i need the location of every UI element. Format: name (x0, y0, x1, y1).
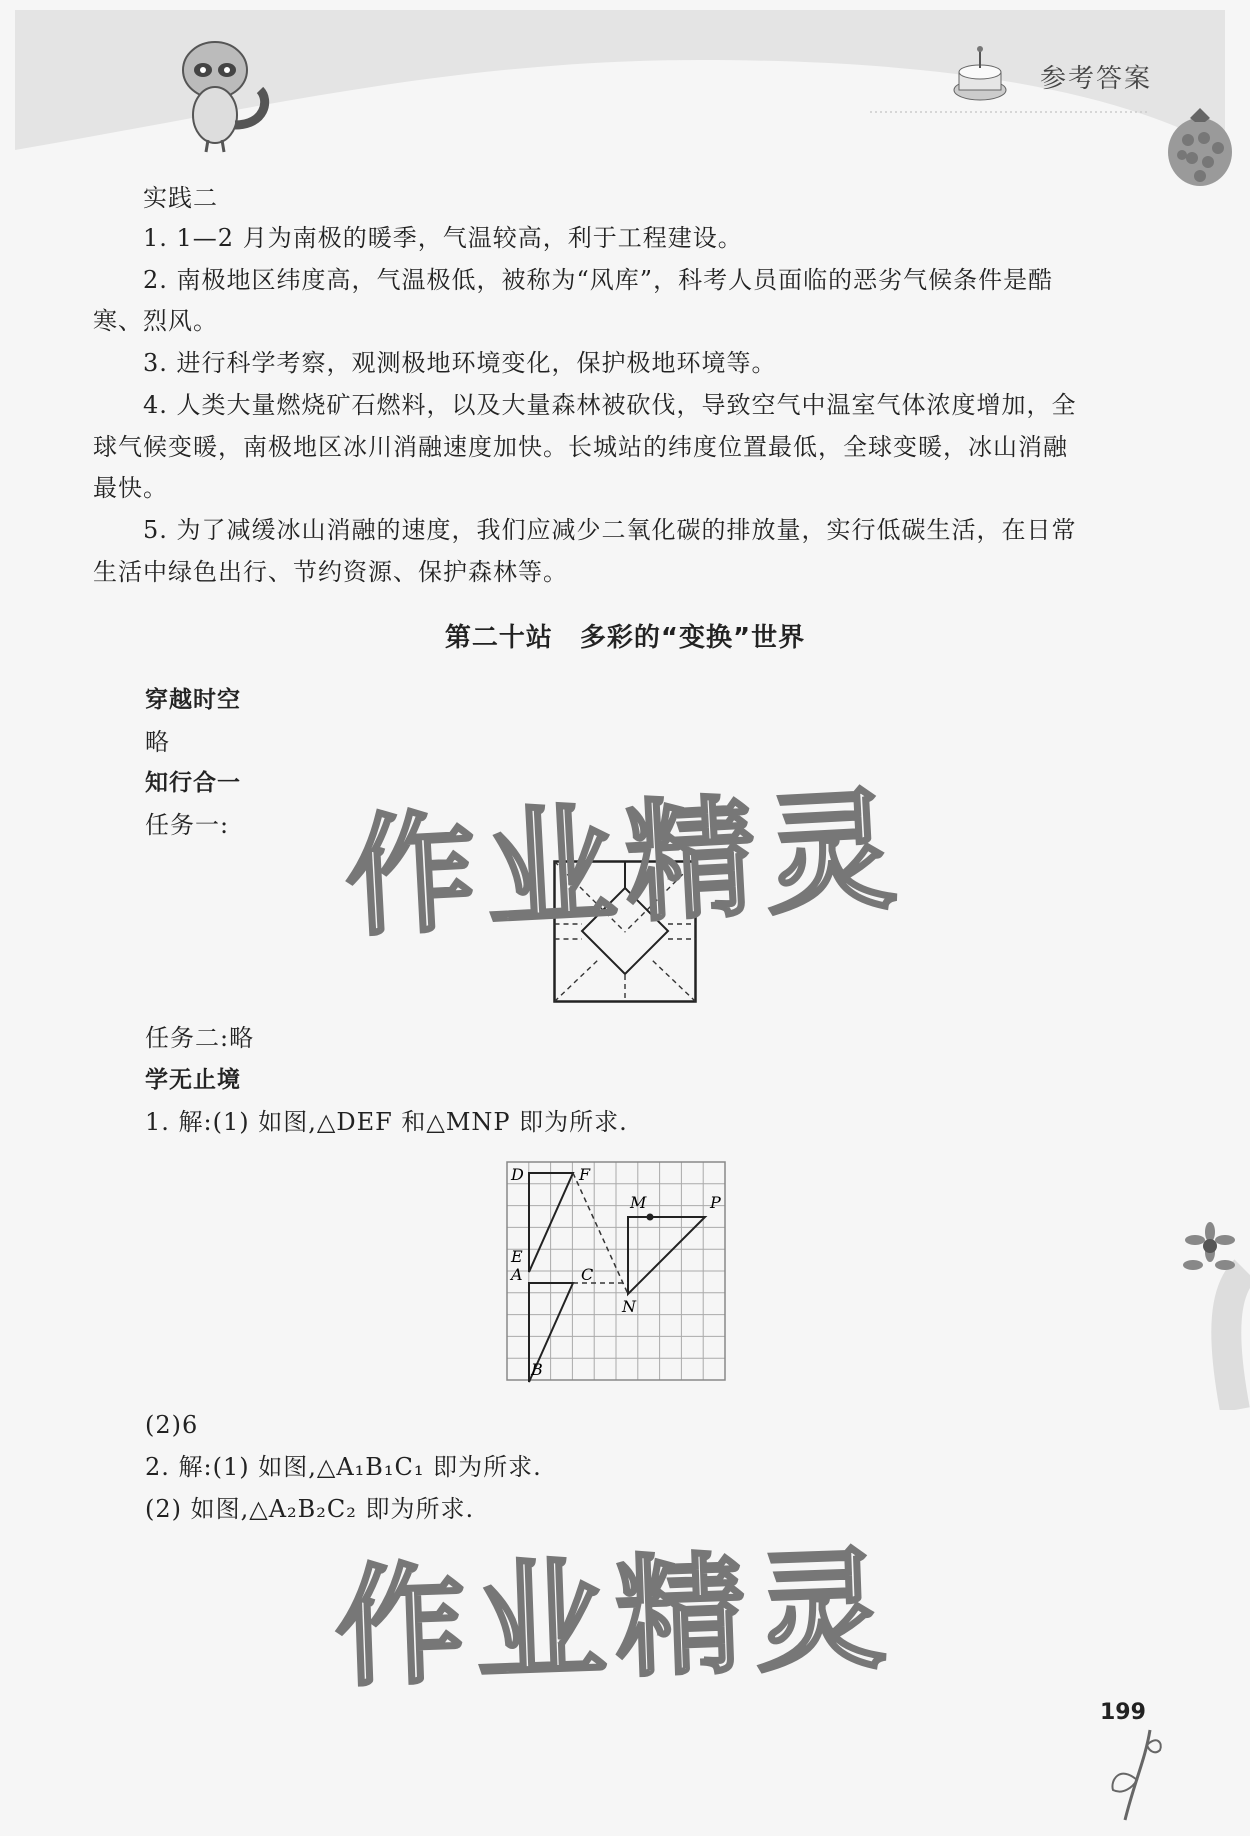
label-F: F (579, 1165, 591, 1184)
flower-icon (1165, 1210, 1250, 1410)
page-number: 199 (1100, 1700, 1146, 1725)
station-title: 第二十站 多彩的“变换”世界 (444, 623, 806, 653)
question-1-part-2: (2)6 (145, 1411, 199, 1439)
question-2-part-2: (2) 如图,△A₂B₂C₂ 即为所求. (145, 1495, 475, 1523)
task-one-label: 任务一: (145, 811, 230, 839)
practice-heading: 实践二 (143, 184, 218, 212)
cake-icon (945, 40, 1015, 110)
label-C: C (581, 1265, 594, 1284)
raccoon-icon (170, 30, 280, 155)
section-chuanyue: 穿越时空 (145, 687, 241, 713)
label-P: P (710, 1193, 721, 1212)
watermark-bottom: 作业精灵 (332, 1533, 898, 1705)
label-A: A (511, 1265, 523, 1284)
header-title: 参考答案 (1040, 64, 1153, 94)
label-M: M (630, 1193, 647, 1212)
practice-item-2: 2. 南极地区纬度高，气温极低，被称为“风库”，科考人员面临的恶劣气候条件是酷 (143, 266, 1054, 294)
practice-item-2-cont: 寒、烈风。 (93, 307, 218, 335)
label-B: B (531, 1360, 543, 1379)
task-two-label: 任务二:略 (145, 1024, 255, 1052)
label-E: E (511, 1247, 523, 1266)
question-2-part-1: 2. 解:(1) 如图,△A₁B₁C₁ 即为所求. (145, 1453, 542, 1481)
grid-figure (505, 1160, 730, 1385)
practice-item-1: 1. 1—2 月为南极的暖季，气温较高，利于工程建设。 (143, 224, 743, 252)
sprout-icon (1105, 1725, 1165, 1825)
practice-item-4: 4. 人类大量燃烧矿石燃料，以及大量森林被砍伐，导致空气中温室气体浓度增加，全 (143, 391, 1077, 419)
practice-item-4-cont-a: 球气候变暖，南极地区冰川消融速度加快。长城站的纬度位置最低，全球变暖，冰山消融 (93, 433, 1068, 461)
label-N: N (622, 1297, 636, 1316)
practice-item-5: 5. 为了减缓冰山消融的速度，我们应减少二氧化碳的排放量，实行低碳生活，在日常 (143, 516, 1077, 544)
label-D: D (511, 1165, 524, 1184)
practice-item-4-cont-b: 最快。 (93, 474, 168, 502)
berry-icon (1160, 100, 1240, 190)
practice-item-3: 3. 进行科学考察，观测极地环境变化，保护极地环境等。 (143, 349, 777, 377)
question-1-answer: 1. 解:(1) 如图,△DEF 和△MNP 即为所求. (145, 1108, 628, 1136)
section-xuewu: 学无止境 (145, 1067, 241, 1093)
answer-lue: 略 (145, 728, 170, 756)
watermark-top: 作业精灵 (341, 773, 910, 955)
practice-item-5-cont: 生活中绿色出行、节约资源、保护森林等。 (93, 558, 568, 586)
section-zhixing: 知行合一 (145, 770, 241, 796)
